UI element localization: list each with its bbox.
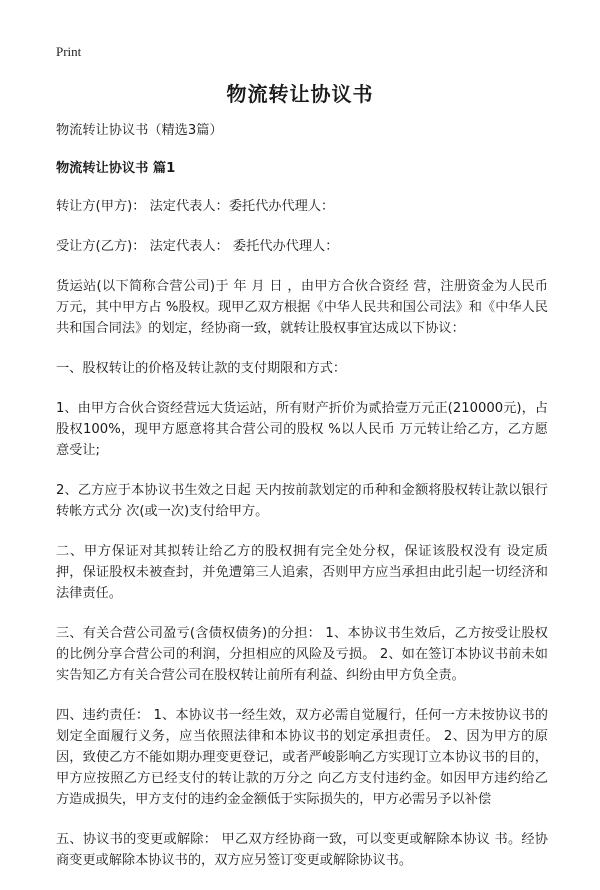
print-link[interactable]: Print — [56, 44, 82, 59]
section-heading: 物流转让协议书 篇1 — [56, 161, 176, 176]
paragraph-clause-1-2: 2、乙方应于本协议书生效之日起 天内按前款划定的币种和金额将股权转让款以银行转帐方式分 次(或一次)支付给甲方。 — [56, 483, 548, 519]
page-title: 物流转让协议书 — [226, 82, 374, 106]
paragraph-transferee: 受让方(乙方)： 法定代表人： 委托代办代理人： — [56, 239, 339, 254]
document-body — [56, 120, 548, 890]
document-subtitle: 物流转让协议书（精选3篇） — [56, 123, 223, 138]
paragraph-clause-1-heading: 一、股权转让的价格及转让款的支付期限和方式： — [56, 361, 347, 376]
paragraph-clause-1-1: 1、由甲方合伙合资经营远大货运站，所有财产折价为贰拾壹万元正(210000元)，占股权100%，现甲方愿意将其合营公司的股权 %以人民币 万元转让给乙方，乙方愿意受让; — [56, 401, 548, 458]
paragraph-clause-2: 二、甲方保证对其拟转让给乙方的股权拥有完全处分权，保证该股权没有 设定质押，保证股权未被查封，并免遭第三人追索，否则甲方应当承担由此引起一切经济和法律责任。 — [56, 544, 548, 601]
paragraph-clause-4: 四、违约责任： 1、本协议书一经生效，双方必需自觉履行，任何一方未按协议书的划定全面履行义务，应当依照法律和本协议书的划定承担责任。 2、因为甲方的原因，致使乙方不能如期办理变更登记，或者严峻影响乙方实现订立本协议书的目的，甲方应按照乙方已经支付的转让款的万分之 向乙方支付违约金。如因甲方违约给乙方造成损失，甲方支付的违约金金额低于实际损失的，甲方必需另予以补偿 — [56, 708, 548, 807]
paragraph-transferor: 转让方(甲方)： 法定代表人：委托代办代理人： — [56, 199, 335, 214]
paragraph-clause-5: 五、协议书的变更或解除： 甲乙双方经协商一致，可以变更或解除本协议 书。经协商变更或解除本协议书的，双方应另签订变更或解除协议书。 — [56, 832, 548, 868]
paragraph-preamble: 货运站(以下简称合营公司)于 年 月 日 ，由甲方合伙合资经 营，注册资金为人民币 万元，其中甲方占 %股权。现甲乙双方根据《中华人民共和国公司法》和《中华人民共和国合同法》的划定，经协商一致，就转让股权事宜达成以下协议： — [56, 279, 548, 336]
paragraph-clause-3: 三、有关合营公司盈亏(含债权债务)的分担： 1、本协议书生效后，乙方按受让股权的比例分享合营公司的利润，分担相应的风险及亏损。 2、如在签订本协议书前未如实告知乙方有关合营公司在股权转让前所有利益、纠纷由甲方负全责。 — [56, 626, 548, 683]
